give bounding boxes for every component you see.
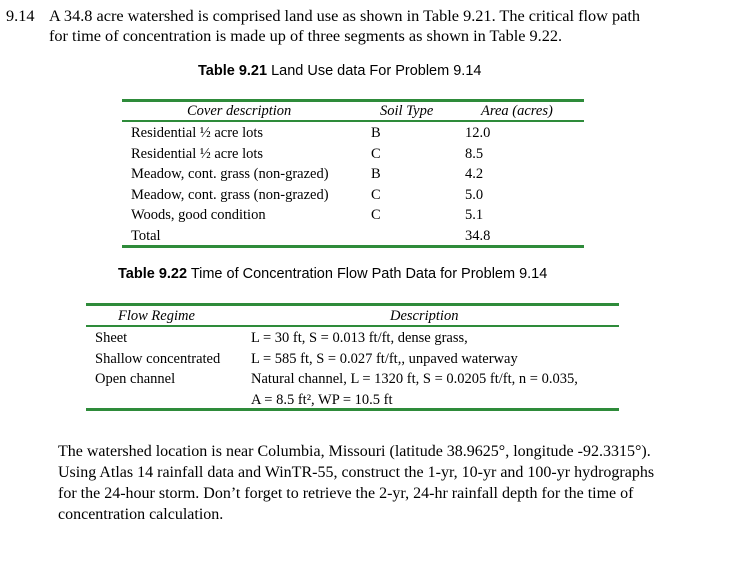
table-9-22-regime-2: Shallow concentrated bbox=[95, 350, 221, 367]
table-9-21-cover-5: Woods, good condition bbox=[131, 207, 266, 223]
table-9-22-description-3: Natural channel, L = 1320 ft, S = 0.0205 ft/ft, n = 0.035, bbox=[251, 371, 578, 387]
table-9-21-soil-5: C bbox=[371, 207, 381, 223]
table-9-21-header-cover: Cover description bbox=[187, 103, 292, 119]
table-9-21-cover-2: Residential ½ acre lots bbox=[131, 145, 264, 162]
table-9-22-description-1: L = 30 ft, S = 0.013 ft/ft, dense grass, bbox=[251, 330, 468, 346]
table-9-21-area-5: 5.1 bbox=[465, 207, 484, 223]
table-9-22-header-regime: Flow Regime bbox=[118, 308, 195, 324]
problem-line-1: 9.14 A 34.8 acre watershed is comprised land use as shown in Table 9.21. The critical flow path bbox=[6, 6, 641, 25]
table-9-22-description-4: A = 8.5 ft², WP = 10.5 ft bbox=[251, 391, 393, 408]
table-9-21-area-1: 12.0 bbox=[465, 125, 491, 141]
table-9-21-soil-2: C bbox=[371, 145, 381, 162]
table-9-21-cover-1: Residential ½ acre lots bbox=[131, 125, 264, 141]
table-9-22-regime-1: Sheet bbox=[95, 330, 128, 346]
table-9-21-cover-4: Meadow, cont. grass (non-grazed) bbox=[131, 186, 329, 203]
table-9-21-cover-3: Meadow, cont. grass (non-grazed) bbox=[131, 166, 329, 182]
problem-line-2: for time of concentration is made up of three segments as shown in Table 9.22. bbox=[49, 26, 563, 45]
table-9-21-header-area: Area (acres) bbox=[481, 103, 553, 119]
table-9-21-total-label: Total bbox=[131, 227, 161, 244]
table-9-21-soil-3: B bbox=[371, 166, 381, 182]
closing-line-4: concentration calculation. bbox=[58, 506, 224, 523]
table-9-22-header-description: Description bbox=[390, 308, 459, 324]
table-9-21-area-2: 8.5 bbox=[465, 145, 484, 162]
table-9-21-total-area: 34.8 bbox=[465, 227, 491, 244]
table-9-22-regime-3: Open channel bbox=[95, 371, 176, 387]
table-9-21-header-soil: Soil Type bbox=[380, 103, 434, 119]
table-9-21-soil-4: C bbox=[371, 186, 381, 203]
closing-line-3: for the 24-hour storm. Don’t forget to retrieve the 2-yr, 24-hr rainfall depth for the time of bbox=[58, 485, 634, 502]
table-9-22-description-2: L = 585 ft, S = 0.027 ft/ft,, unpaved waterway bbox=[251, 350, 518, 367]
table-9-21-area-3: 4.2 bbox=[465, 166, 484, 182]
table-9-21-soil-1: B bbox=[371, 125, 381, 141]
problem-number: 9.14 bbox=[6, 6, 35, 25]
table-9-22-caption: Table 9.22 Time of Concentration Flow Path Data for Problem 9.14 bbox=[118, 266, 548, 282]
table-9-21-caption: Table 9.21 Land Use data For Problem 9.14 bbox=[198, 63, 482, 79]
problem-statement bbox=[6, 6, 726, 46]
closing-line-2: Using Atlas 14 rainfall data and WinTR-55, construct the 1-yr, 10-yr and 100-yr hydrographs bbox=[58, 464, 655, 481]
table-9-21-bottom-rule bbox=[122, 245, 584, 248]
table-9-21-area-4: 5.0 bbox=[465, 186, 484, 203]
closing-line-1: The watershed location is near Columbia, Missouri (latitude 38.9625°, longitude -92.3315°). bbox=[58, 443, 651, 460]
